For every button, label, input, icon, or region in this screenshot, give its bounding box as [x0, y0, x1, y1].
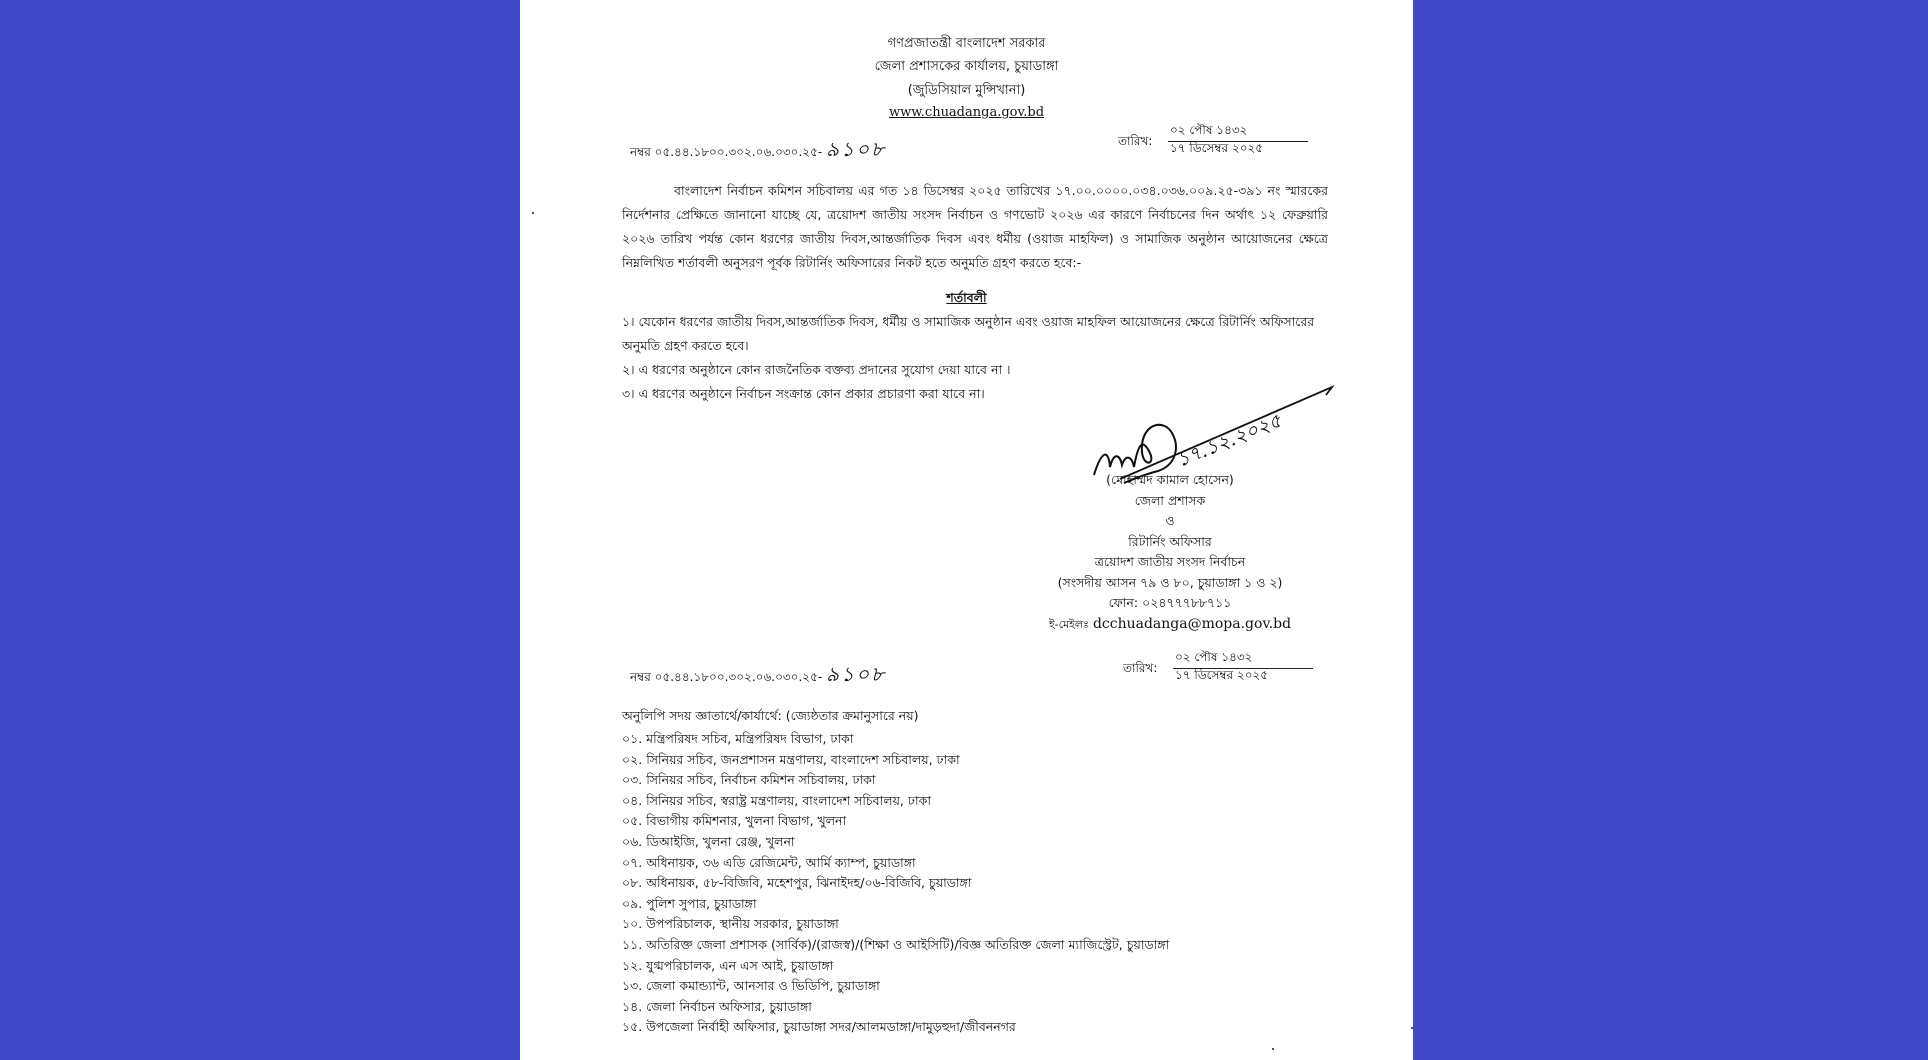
conditions-title: শর্তাবলী [946, 290, 987, 305]
date-bangla: ০২ পৌষ ১৪৩২ [1175, 650, 1253, 664]
date-block-top [1118, 125, 1318, 161]
date-gregorian: ১৭ ডিসেম্বর ২০২৫ [1170, 141, 1264, 155]
copy-recipient: ১৪. জেলা নির্বাচন অফিসার, চুয়াডাঙ্গা [622, 998, 812, 1014]
memo-prefix: নম্বর ০৫.৪৪.১৮০০.৩০২.০৬.০৩০.২৫- [630, 145, 823, 159]
signatory-constituency: (সংসদীয় আসন ৭৯ ও ৮০, চুয়াডাঙ্গা ১ ও ২) [1057, 574, 1283, 590]
copy-recipient: ১৫. উপজেলা নির্বাহী অফিসার, চুয়াডাঙ্গা সদর/আলমডাঙ্গা/দামুড়হুদা/জীবননগর [622, 1019, 1016, 1035]
copy-recipient: ০৯. পুলিশ সুপার, চুয়াডাঙ্গা [622, 895, 757, 911]
scan-speck [1272, 1048, 1274, 1050]
signatory-email-line [1000, 614, 1340, 636]
date-label: তারিখ: [1118, 134, 1153, 148]
copy-recipient: ০৬. ডিআইজি, খুলনা রেঞ্জ, খুলনা [622, 833, 795, 849]
copy-recipient: ০৩. সিনিয়র সচিব, নির্বাচন কমিশন সচিবালয়, ঢাকা [622, 772, 876, 788]
memo-number-top [630, 135, 886, 168]
memo-handwritten-number: ৯১০৮ [826, 137, 886, 161]
copies-list [622, 729, 1169, 1038]
email-label: ই-মেইলঃ [1048, 617, 1089, 631]
condition-item: ২। এ ধরণের অনুষ্ঠানে কোন রাজনৈতিক বক্তব্য প্রদানের সুযোগ দেয়া যাবে না । [622, 362, 1011, 377]
section-heading: (জুডিসিয়াল মুন্সিখানা) [907, 83, 1026, 98]
condition-item: ১। যেকোন ধরণের জাতীয় দিবস,আন্তর্জাতিক দিবস, ধর্মীয় ও সামাজিক অনুষ্ঠান এবং ওয়াজ মাহফিল আয়োজনের ক্ষেত্রে রিটার্নিং অফিসারের অনুমতি গ্রহণ করতে হবে। [622, 314, 1315, 353]
copy-recipient: ১১. অতিরিক্ত জেলা প্রশাসক (সার্বিক)/(রাজস্ব)/(শিক্ষা ও আইসিটি)/বিজ্ঞ অতিরিক্ত জেলা ম্যাজিস্ট্রেট, চুয়াডাঙ্গা [622, 936, 1170, 952]
memo-number-bottom [630, 660, 886, 693]
signatory-conjunction: ও [1165, 513, 1175, 528]
scan-speck [532, 212, 534, 214]
website-line [520, 104, 1413, 122]
signatory-block [1000, 470, 1340, 635]
email-address[interactable]: dcchuadanga@mopa.gov.bd [1092, 615, 1292, 632]
signatory-title-2: রিটার্নিং অফিসার [1128, 533, 1212, 549]
body-paragraph [622, 179, 1328, 275]
copy-recipient: ০২. সিনিয়র সচিব, জনপ্রশাসন মন্ত্রণালয়, বাংলাদেশ সচিবালয়, ঢাকা [622, 751, 960, 767]
copy-recipient: ০৮. অধিনায়ক, ৫৮-বিজিবি, মহেশপুর, ঝিনাইদহ/০৬-বিজিবি, চুয়াডাঙ্গা [622, 875, 972, 891]
copy-recipient: ০৪. সিনিয়র সচিব, স্বরাষ্ট্র মন্ত্রণালয়, বাংলাদেশ সচিবালয়, ঢাকা [622, 792, 931, 808]
signatory-name: (মোহাম্মদ কামাল হোসেন) [1106, 472, 1234, 487]
website-link[interactable]: www.chuadanga.gov.bd [888, 105, 1045, 120]
scan-speck [1411, 1027, 1413, 1029]
date-block-bottom [1123, 652, 1323, 688]
copy-recipient: ০১. মন্ত্রিপরিষদ সচিব, মন্ত্রিপরিষদ বিভাগ, ঢাকা [622, 731, 854, 746]
document-page [520, 0, 1413, 1060]
date-gregorian: ১৭ ডিসেম্বর ২০২৫ [1175, 668, 1269, 682]
office-heading: জেলা প্রশাসকের কার্যালয়, চুয়াডাঙ্গা [874, 59, 1059, 74]
condition-item: ৩। এ ধরণের অনুষ্ঠানে নির্বাচন সংক্রান্ত কোন প্রকার প্রচারণা করা যাবে না। [622, 386, 985, 401]
signatory-title-1: জেলা প্রশাসক [1134, 492, 1206, 508]
copy-recipient: ১৩. জেলা কমান্ড্যান্ট, আনসার ও ভিডিপি, চুয়াডাঙ্গা [622, 978, 880, 994]
date-label: তারিখ: [1123, 661, 1158, 675]
copies-title: অনুলিপি সদয় জ্ঞাতার্থে/কার্যার্থে: (জ্যেষ্ঠতার ক্রমানুসারে নয়) [622, 708, 919, 723]
memo-prefix: নম্বর ০৫.৪৪.১৮০০.৩০২.০৬.০৩০.২৫- [630, 670, 823, 684]
copy-recipient: ০৭. অধিনায়ক, ৩৬ এডি রেজিমেন্ট, আর্মি ক্যাম্প, চুয়াডাঙ্গা [622, 854, 916, 870]
copy-recipient: ০৫. বিভাগীয় কমিশনার, খুলনা বিভাগ, খুলনা [622, 813, 847, 829]
signatory-phone: ফোন: ০২৪৭৭৭৮৮৭১১ [1108, 595, 1232, 610]
memo-handwritten-number: ৯১০৮ [826, 662, 886, 686]
body-paragraph-text: বাংলাদেশ নির্বাচন কমিশন সচিবালয় এর গত ১৪ ডিসেম্বর ২০২৫ তারিখের ১৭.০০.০০০০.০৩৪.০৩৬.০০৯.২৫-৩৯১ নং স্মারকের নির্দেশনার প্রেক্ষিতে জানানো যাচ্ছে যে, ত্রয়োদশ জাতীয় সংসদ নির্বাচন ও গণভোট ২০২৬ এর কারণে নির্বাচনের দিন অর্থাৎ ১২ ফেব্রুয়ারি ২০২৬ তারিখ পর্যন্ত কোন ধরণের জাতীয় দিবস,আন্তর্জাতিক দিবস এবং ধর্মীয় (ওয়াজ মাহফিল) ও সামাজিক অনুষ্ঠান আয়োজনের ক্ষেত্রে নিম্নলিখিত শর্তাবলী অনুসরণ পূর্বক রিটার্নিং অফিসারের নিকট হতে অনুমতি গ্রহণ করতে হবে:- [622, 183, 1328, 270]
date-bangla: ০২ পৌষ ১৪৩২ [1170, 123, 1248, 137]
govt-heading: গণপ্রজাতন্ত্রী বাংলাদেশ সরকার [887, 36, 1046, 51]
signature-handwritten-date: ১৭.১২.২০২৫ [1173, 409, 1285, 472]
copy-recipient: ১০. উপপরিচালক, স্থানীয় সরকার, চুয়াডাঙ্গা [622, 916, 839, 932]
signatory-title-3: ত্রয়োদশ জাতীয় সংসদ নির্বাচন [1094, 554, 1246, 569]
copy-recipient: ১২. যুগ্মপরিচালক, এন এস আই, চুয়াডাঙ্গা [622, 957, 834, 973]
